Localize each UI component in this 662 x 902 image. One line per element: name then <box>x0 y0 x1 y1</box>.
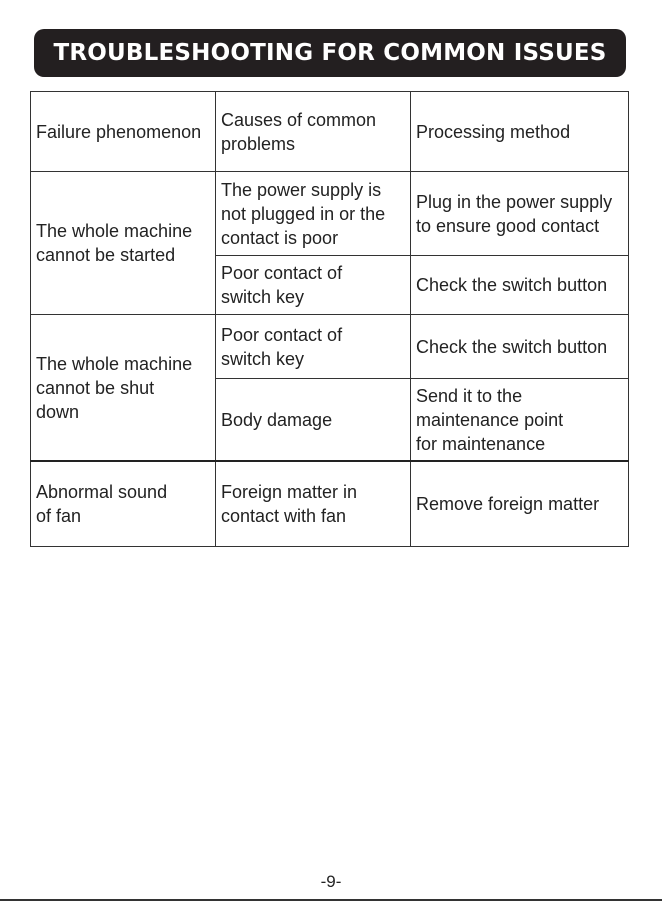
cause-cell: Body damage <box>216 379 411 462</box>
method-cell: Send it to the maintenance point for maintenance <box>411 379 629 462</box>
method-cell: Check the switch button <box>411 315 629 379</box>
cause-cell: Foreign matter in contact with fan <box>216 461 411 547</box>
title-bar <box>34 29 626 77</box>
phenomenon-cell: Abnormal sound of fan <box>31 461 216 547</box>
header-failure-phenomenon: Failure phenomenon <box>31 92 216 172</box>
phenomenon-cell: The whole machine cannot be started <box>31 172 216 315</box>
header-causes: Causes of common problems <box>216 92 411 172</box>
method-cell: Remove foreign matter <box>411 461 629 547</box>
cause-cell: Poor contact of switch key <box>216 315 411 379</box>
cause-cell: The power supply is not plugged in or the contact is poor <box>216 172 411 256</box>
cause-cell: Poor contact of switch key <box>216 256 411 315</box>
table-row <box>31 461 629 547</box>
header-processing-method: Processing method <box>411 92 629 172</box>
bottom-divider <box>0 899 662 901</box>
table-row <box>31 315 629 379</box>
page-title: TROUBLESHOOTING FOR COMMON ISSUES <box>53 40 607 66</box>
troubleshooting-table <box>30 91 629 547</box>
method-cell: Plug in the power supply to ensure good contact <box>411 172 629 256</box>
table-row <box>31 172 629 256</box>
table-header-row <box>31 92 629 172</box>
method-cell: Check the switch button <box>411 256 629 315</box>
page-number: -9- <box>320 872 342 891</box>
phenomenon-cell: The whole machine cannot be shut down <box>31 315 216 462</box>
